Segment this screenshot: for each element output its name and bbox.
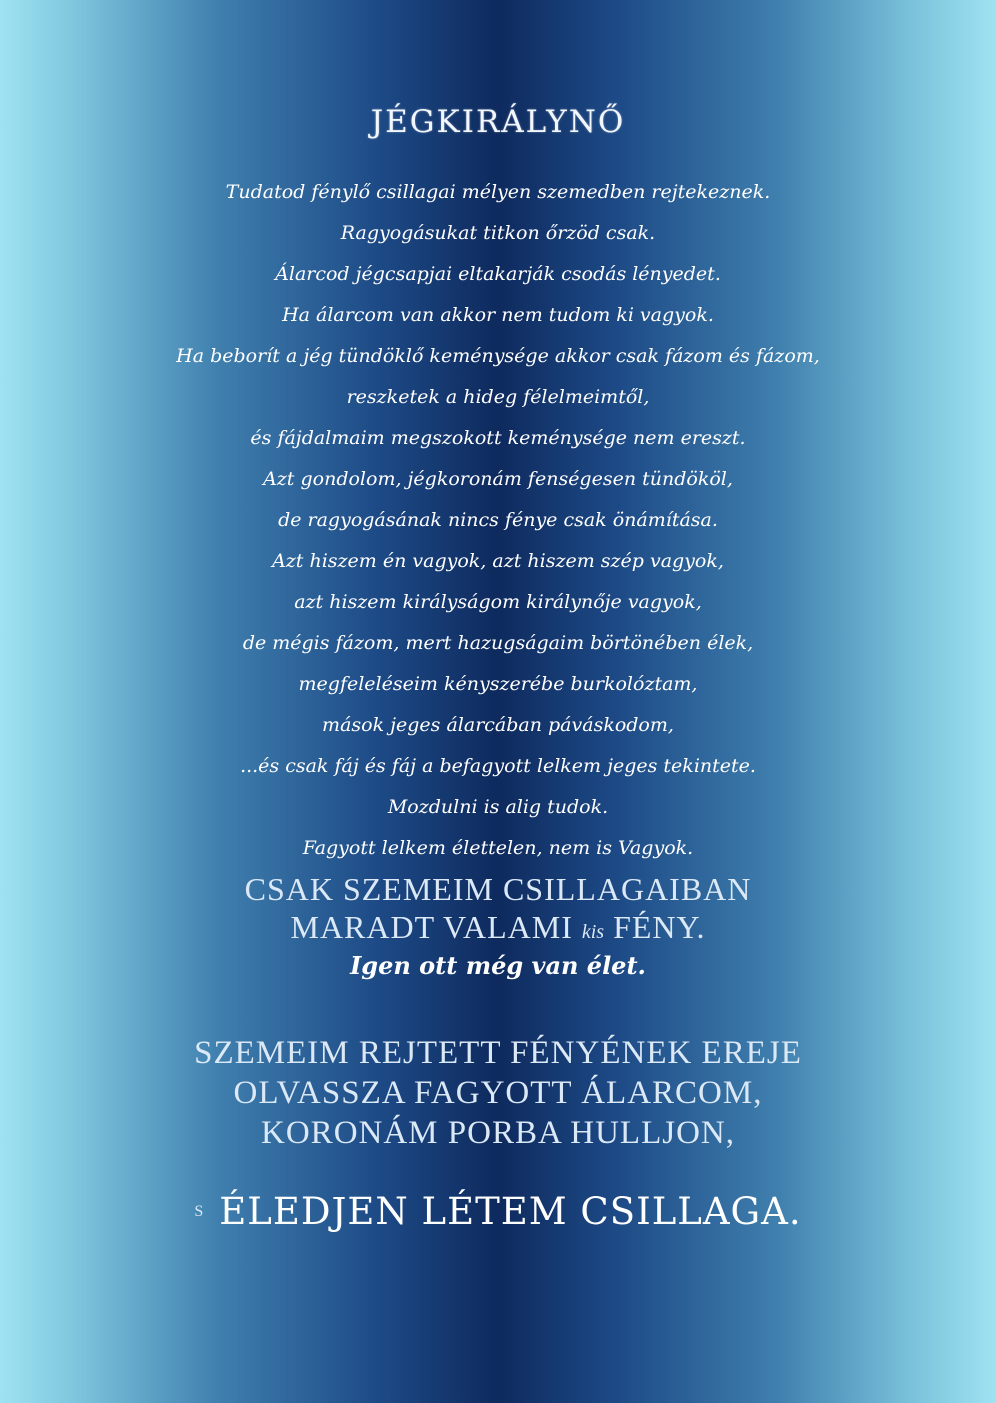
caps-line [0,908,996,951]
caps-line-part: FÉNY. [613,909,706,945]
caps-line-part: MARADT VALAMI [290,909,573,945]
caps-stanza-2 [0,1033,996,1153]
poem-line: megfeleléseim kényszerébe burkolóztam, [298,673,698,695]
poem-line: azt hiszem királyságom királynője vagyok, [294,591,702,613]
poem-line: Álarcod jégcsapjai eltakarják csodás lényedet. [275,263,721,285]
poem-line: Fagyott lelkem élettelen, nem is Vagyok. [302,837,694,859]
final-line [0,1190,996,1233]
caps-line: OLVASSZA FAGYOTT ÁLARCOM, [233,1075,763,1111]
caps-line: KORONÁM PORBA HULLJON, [261,1115,735,1151]
poem-line: Azt hiszem én vagyok, azt hiszem szép vagyok, [272,550,724,572]
poem-line: Ha beborít a jég tündöklő keménysége akkor csak fázom és fázom, [176,345,820,367]
poem-line: reszketek a hideg félelmeimtől, [346,386,650,408]
poem-line: Ha álarcom van akkor nem tudom ki vagyok. [282,304,714,326]
poem-line: Ragyogásukat titkon őrzöd csak. [340,222,656,244]
poem-line: és fájdalmaim megszokott keménysége nem ereszt. [250,427,746,449]
poem-line: Azt gondolom, jégkoronám fenségesen tündököl, [263,468,733,490]
caps-line: SZEMEIM REJTETT FÉNYÉNEK EREJE [194,1035,802,1071]
poem-line: mások jeges álarcában páváskodom, [322,714,674,736]
emphasis-line: Igen ott még van élet. [350,951,646,980]
final-prefix: S [194,1202,204,1220]
caps-stanza-1 [0,870,996,951]
caps-small-word: kis [581,921,605,943]
final-main: ÉLEDJEN LÉTEM CSILLAGA. [219,1190,802,1233]
poem-line: Tudatod fénylő csillagai mélyen szemedben rejtekeznek. [225,181,771,203]
poem-line: ...és csak fáj és fáj a befagyott lelkem jeges tekintete. [240,755,756,777]
poem-line: de mégis fázom, mert hazugságaim börtönében élek, [242,632,754,654]
poem-title: JÉGKIRÁLYNŐ [370,104,626,140]
poem-line: Mozdulni is alig tudok. [387,796,609,818]
poem-body [0,172,996,869]
poem-line: de ragyogásának nincs fénye csak önámítása. [278,509,718,531]
caps-line: CSAK SZEMEIM CSILLAGAIBAN [244,871,752,907]
